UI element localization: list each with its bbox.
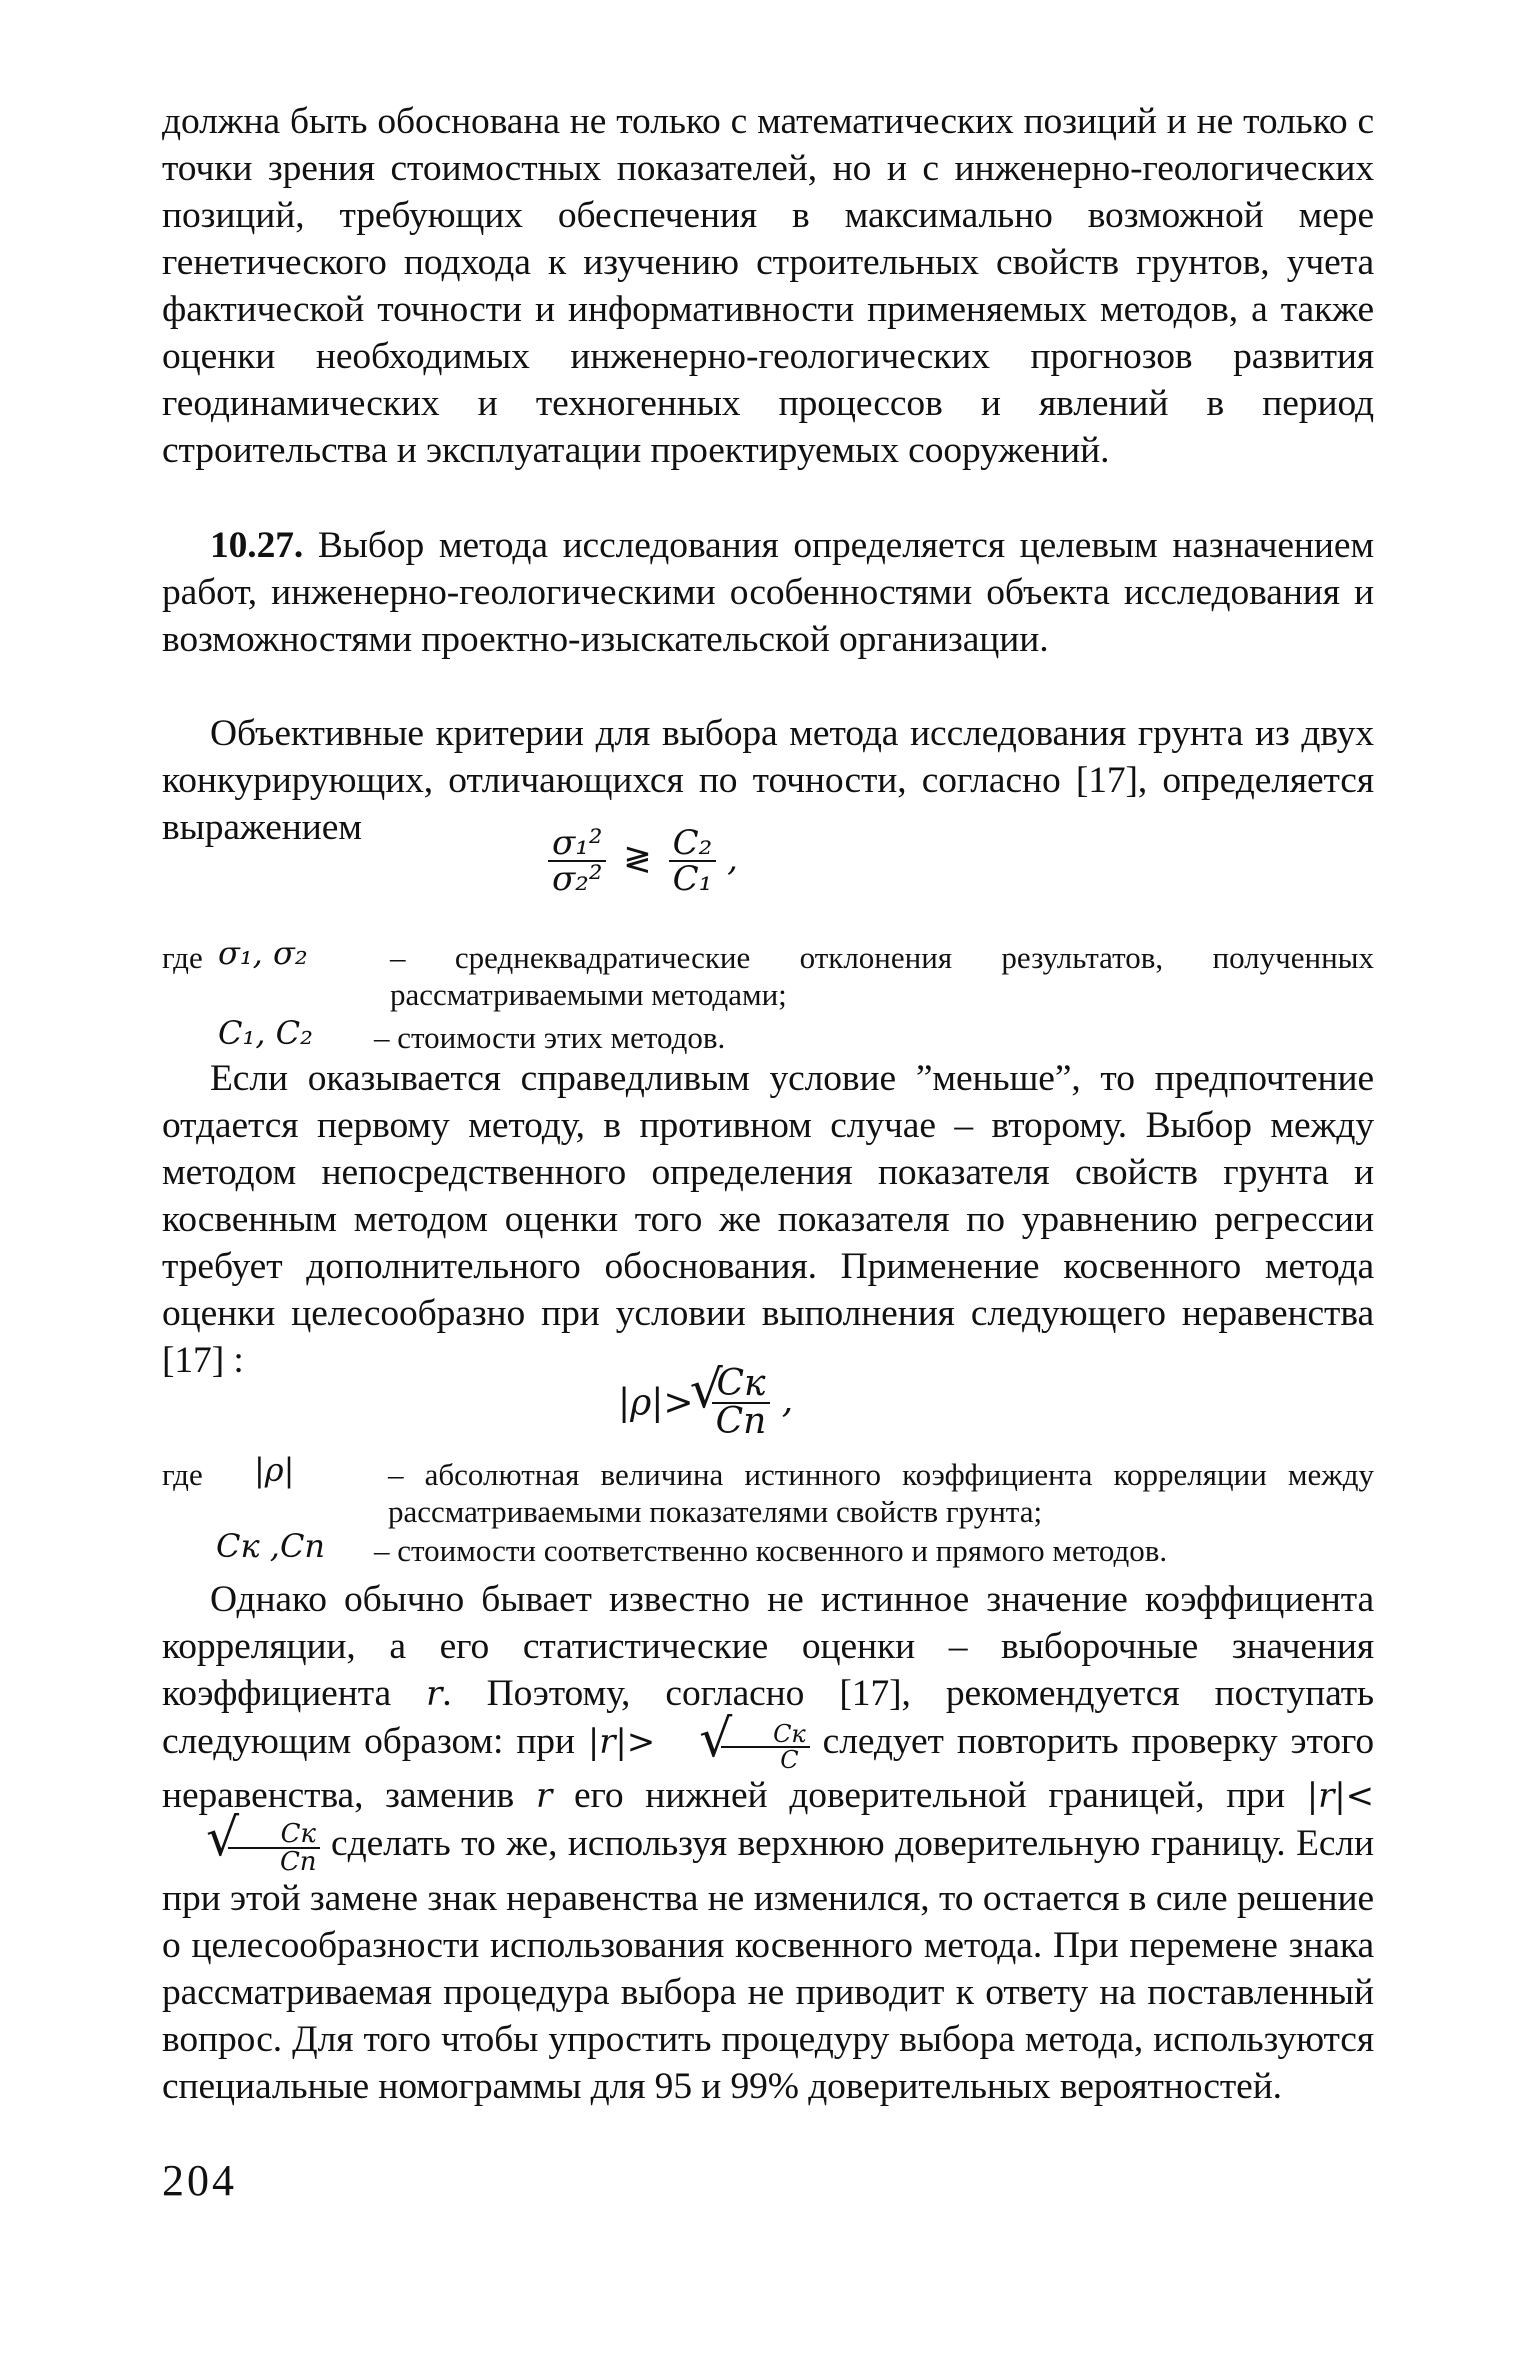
formula1-den-right: C₁ (672, 859, 713, 899)
paragraph-4 (162, 1055, 1374, 1384)
paragraph-5-part-a: Однако обычно бывает известно не истинное значение коэффициента корреляции, а его статистические оценки – выборочные значения коэффициента (162, 1579, 1374, 1714)
formula-rho-sqrt (618, 1363, 794, 1442)
paragraph-3-text: Объективные критерии для выбора метода исследования грунта из двух конкурирующих, отличающихся по точности, согласно [17], определяется выражением (162, 713, 1374, 848)
formula1-den-left: σ₂² (552, 859, 603, 899)
paragraph-3 (162, 710, 1374, 851)
formula1-num-right: C₂ (669, 826, 717, 862)
formula1-num-left: σ₁² (548, 826, 606, 862)
paragraph-5-part-b: . Поэтому, согласно [17], рекомендуется поступать следующим образом: при (162, 1673, 1374, 1762)
where2-word: где (162, 1457, 203, 1492)
where1-sym1: σ₁, σ₂ (218, 934, 308, 972)
formula2-num: √ Cк (712, 1366, 771, 1404)
paragraph-5-part-c: следует повторить проверку этого неравенства, заменив (162, 1721, 1374, 1816)
where1-desc2: – стоимости этих методов. (374, 1020, 726, 1055)
paragraph-5-part-d: его нижней доверительной границей, при (573, 1774, 1285, 1816)
section-number: 10.27. (210, 525, 304, 566)
paragraph-1-text: должна быть обоснована не только с математических позиций и не только с точки зрения стоимостных показателей, но и с инженерно-геологических позиций, требующих обеспечения в максимально возможной мере генетического подхода к изучению строительных свойств грунтов, учета фактической точности и информативности применяемых методов, а также оценки необходимых инженерно-геологических прогнозов развития геодинамических и техногенных процессов и явлений в период строительства и эксплуатации проектируемых сооружений. (162, 101, 1374, 471)
paragraph-5 (162, 1576, 1374, 2110)
formula-sigma-cost (548, 823, 738, 899)
inline-condition-less: |r|< √ $\frac{Cк}{Cп}$ (162, 1776, 1374, 1864)
where1-desc1: – среднеквадратические отклонения результатов, полученных рассматриваемыми методами; (390, 940, 1374, 1012)
page-number: 204 (162, 2156, 237, 2205)
paragraph-4-text: Если оказывается справедливым условие ”меньше”, то предпочтение отдается первому методу, в противном случае – второму. Выбор между методом непосредственного определения показателя свойств грунта и косвенным методом оценки того же показателя по уравнению регрессии требует дополнительного обоснования. Применение косвенного метода оценки целесообразно при условии выполнения следующего неравенства [17] : (162, 1058, 1374, 1381)
formula1-tail: , (727, 839, 738, 879)
where2-desc2: – стоимости соответственно косвенного и прямого методов. (374, 1533, 1168, 1568)
where-block-1 (162, 934, 1374, 1059)
inline-r-symbol-2: r (535, 1775, 553, 1816)
where1-sym2: C₁, C₂ (218, 1014, 313, 1052)
formula1-relation: ≷ (623, 839, 652, 879)
paragraph-2 (162, 522, 1374, 663)
paragraph-2-text: Выбор метода исследования определяется целевым назначением работ, инженерно-геологическими особенностями объекта исследования и возможностями проектно-изыскательской организации. (162, 525, 1375, 660)
inline-r-symbol: r (426, 1674, 443, 1714)
inline-condition-greater: |r|> √ $\frac{Cк}{C}$ (588, 1722, 810, 1762)
where1-word: где (162, 940, 203, 975)
where-block-2 (162, 1451, 1374, 1572)
paragraph-5-part-e: сделать то же, используя верхнюю доверительную границу. Если при этой замене знак неравенства не изменился, то остается в силе решение о целесообразности использования косвенного метода. При перемене знака рассматриваемая процедура выбора не приводит к ответу на поставленный вопрос. Для того чтобы упростить процедуру выбора метода, используются специальные номограммы для 95 и 99% доверительных вероятностей. (162, 1822, 1374, 2107)
where2-desc1: – абсолютная величина истинного коэффициента корреляции между рассматриваемыми показателями свойств грунта; (388, 1457, 1374, 1529)
formula2-tail: , (781, 1380, 794, 1421)
where2-sym2: Cк ,Cп (216, 1527, 326, 1565)
paragraph-1 (162, 98, 1374, 474)
formula2-left: |ρ|> (618, 1382, 694, 1424)
formula2-den: Cп (715, 1401, 767, 1442)
where2-sym1: |ρ| (254, 1451, 295, 1489)
